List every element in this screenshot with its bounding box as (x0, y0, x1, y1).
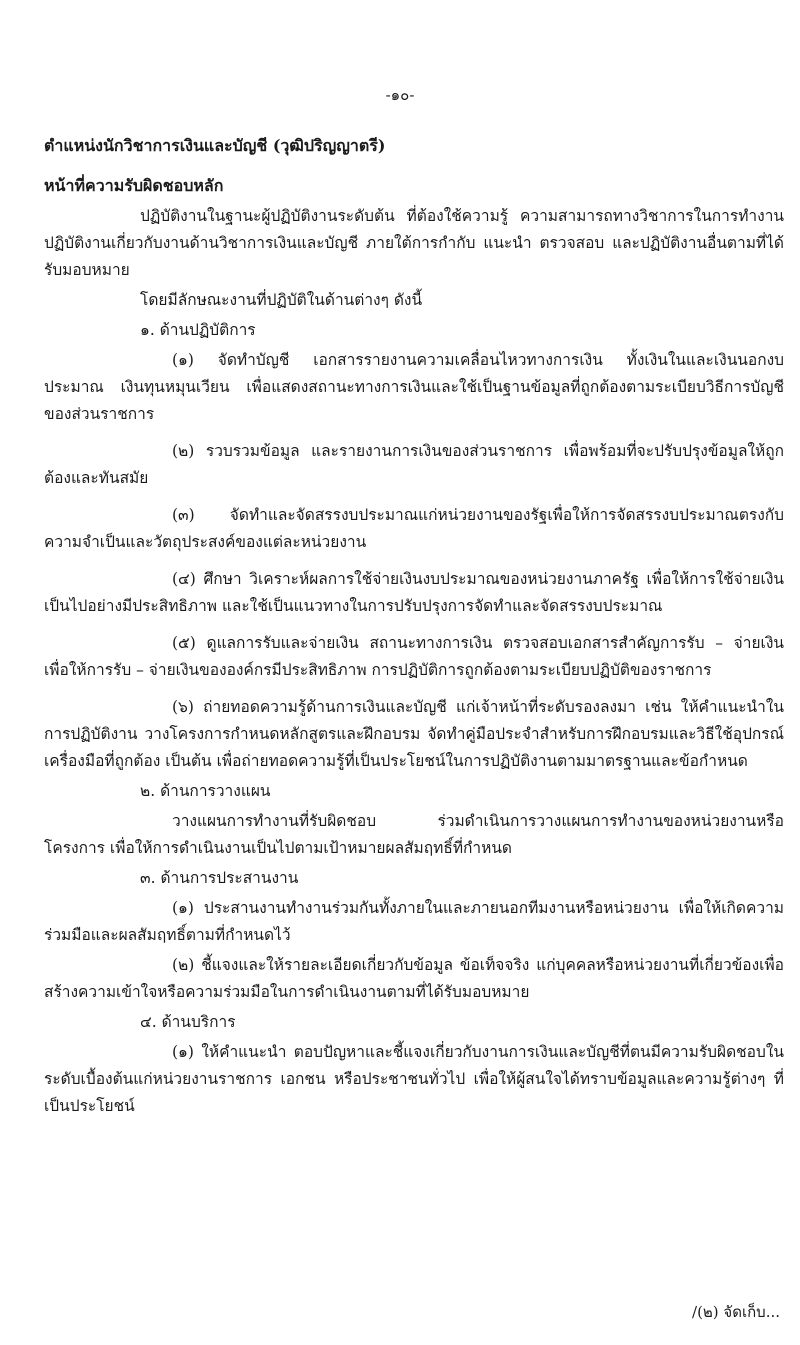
section-title-service: ๔. ด้านบริการ (140, 1013, 236, 1031)
operations-item-3: (๓) จัดทำและจัดสรรงบประมาณแก่หน่วยงานของรัฐเพื่อให้การจัดสรรงบประมาณตรงกับความจำเป็นและวัตถุประสงค์ของแต่ละหน่วยงาน (44, 506, 784, 551)
coordination-item-1: (๑) ประสานงานทำงานร่วมกันทั้งภายในและภายนอกทีมงานหรือหน่วยงาน เพื่อให้เกิดความร่วมมือและผลสัมฤทธิ์ตามที่กำหนดไว้ (44, 899, 784, 944)
main-duties-heading: หน้าที่ความรับผิดชอบหลัก (44, 176, 224, 195)
operations-item-5: (๕) ดูแลการรับและจ่ายเงิน สถานะทางการเงิน ตรวจสอบเอกสารสำคัญการรับ – จ่ายเงิน เพื่อให้การรับ – จ่ายเงินขององค์กรมีประสิทธิภาพ การปฏิบัติการถูกต้องตามระเบียบปฏิบัติของราชการ (44, 634, 784, 679)
operations-item-1: (๑) จัดทำบัญชี เอกสารรายงานความเคลื่อนไหวทางการเงิน ทั้งเงินในและเงินนอกงบประมาณ เงินทุนหมุนเวียน เพื่อแสดงสถานะทางการเงินและใช้เป็นฐานข้อมูลที่ถูกต้องตามระเบียบวิธีการบัญชีของส่วนราชการ (44, 351, 784, 423)
section-title-planning: ๒. ด้านการวางแผน (140, 782, 271, 800)
page-number: -๑๐- (385, 86, 415, 104)
position-title: ตำแหน่งนักวิชาการเงินและบัญชี (วุฒิปริญญาตรี) (44, 136, 386, 155)
section-title-operations: ๑. ด้านปฏิบัติการ (140, 321, 256, 339)
service-item-1: (๑) ให้คำแนะนำ ตอบปัญหาและชี้แจงเกี่ยวกับงานการเงินและบัญชีที่ตนมีความรับผิดชอบในระดับเบื้องต้นแก่หน่วยงานราชการ เอกชน หรือประชาชนทั่วไป เพื่อให้ผู้สนใจได้ทราบข้อมูลและความรู้ต่างๆ ที่เป็นประโยชน์ (44, 1043, 784, 1115)
operations-item-6: (๖) ถ่ายทอดความรู้ด้านการเงินและบัญชี แก่เจ้าหน้าที่ระดับรองลงมา เช่น ให้คำแนะนำในการปฏิบัติงาน วางโครงการกำหนดหลักสูตรและฝึกอบรม จัดทำคู่มือประจำสำหรับการฝึกอบรมและวิธีใช้อุปกรณ์เครื่องมือที่ถูกต้อง เป็นต้น เพื่อถ่ายทอดความรู้ที่เป็นประโยชน์ในการปฏิบัติงานตามมาตรฐานและข้อกำหนด (44, 698, 784, 770)
coordination-item-2: (๒) ชี้แจงและให้รายละเอียดเกี่ยวกับข้อมูล ข้อเท็จจริง แก่บุคคลหรือหน่วยงานที่เกี่ยวข้องเพื่อสร้างความเข้าใจหรือความร่วมมือในการดำเนินงานตามที่ได้รับมอบหมาย (44, 956, 784, 1001)
document-body (44, 133, 784, 1123)
lead-paragraph: โดยมีลักษณะงานที่ปฏิบัติในด้านต่างๆ ดังนี้ (140, 291, 423, 309)
intro-paragraph: ปฏิบัติงานในฐานะผู้ปฏิบัติงานระดับต้น ที่ต้องใช้ความรู้ ความสามารถทางวิชาการในการทำงาน ปฏิบัติงานเกี่ยวกับงานด้านวิชาการเงินและบัญชี ภายใต้การกำกับ แนะนำ ตรวจสอบ และปฏิบัติงานอื่นตามที่ได้รับมอบหมาย (44, 207, 784, 279)
footer-continuation: /(๒) จัดเก็บ... (692, 1303, 780, 1321)
section-title-coordination: ๓. ด้านการประสานงาน (140, 869, 299, 887)
planning-item-1: วางแผนการทำงานที่รับผิดชอบ ร่วมดำเนินการวางแผนการทำงานของหน่วยงานหรือโครงการ เพื่อให้การดำเนินงานเป็นไปตามเป้าหมายผลสัมฤทธิ์ที่กำหนด (44, 812, 784, 857)
operations-item-2: (๒) รวบรวมข้อมูล และรายงานการเงินของส่วนราชการ เพื่อพร้อมที่จะปรับปรุงข้อมูลให้ถูกต้องและทันสมัย (44, 442, 784, 487)
operations-item-4: (๔) ศึกษา วิเคราะห์ผลการใช้จ่ายเงินงบประมาณของหน่วยงานภาครัฐ เพื่อให้การใช้จ่ายเงินเป็นไปอย่างมีประสิทธิภาพ และใช้เป็นแนวทางในการปรับปรุงการจัดทำและจัดสรรงบประมาณ (44, 570, 784, 615)
